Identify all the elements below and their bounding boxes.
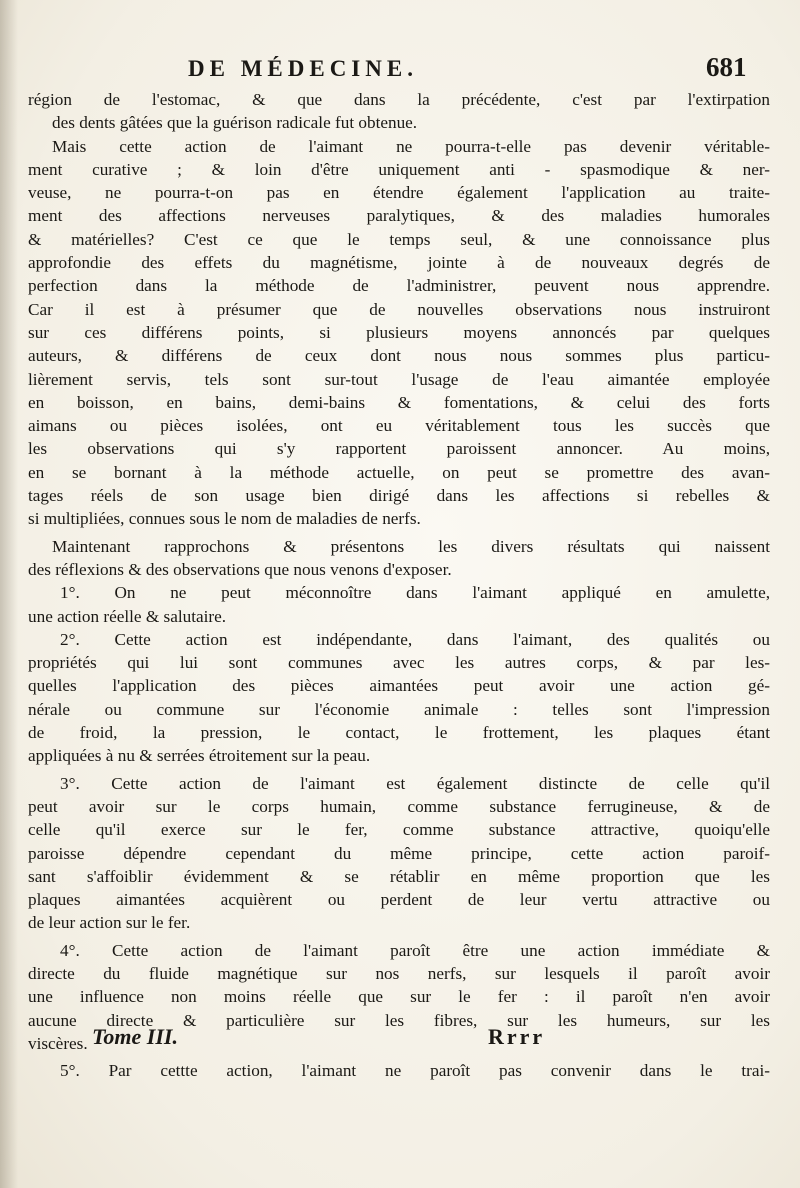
text-line: sur ces différens points, si plusieurs moyens annoncés par quelques — [28, 322, 770, 342]
text-line: si multipliées, connues sous le nom de maladies de nerfs. — [28, 509, 421, 529]
text-line: auteurs, & différens de ceux dont nous nous sommes plus particu- — [28, 346, 770, 366]
text-line: veuse, ne pourra-t-on pas en étendre également l'application au traite- — [28, 183, 770, 203]
text-line: quelles l'application des pièces aimantées peut avoir une action gé- — [28, 676, 770, 696]
text-line: région de l'estomac, & que dans la précédente, c'est par l'extirpation — [28, 90, 770, 109]
text-line: nérale ou commune sur l'économie animale : telles sont l'impression — [28, 699, 770, 719]
text-line: 5°. Par cettte action, l'aimant ne paroît pas convenir dans le trai- — [60, 1061, 770, 1081]
text-line: approfondie des effets du magnétisme, jointe à de nouveaux degrés de — [28, 253, 770, 273]
text-line: 4°. Cette action de l'aimant paroît être une action immédiate & — [60, 940, 770, 960]
page-number: 681 — [706, 52, 747, 82]
text-line: des réflexions & des observations que nous venons d'exposer. — [28, 559, 452, 579]
text-line: sant s'affoiblir évidemment & se rétablir en même proportion que les — [28, 866, 770, 886]
text-line: de froid, la pression, le contact, le frottement, les plaques étant — [28, 723, 770, 743]
text-line: Maintenant rapprochons & présentons les divers résultats qui naissent — [52, 536, 770, 556]
text-line: aimans ou pièces isolées, ont eu véritablement tous les succès que — [28, 416, 770, 436]
text-line: peut avoir sur le corps humain, comme substance ferrugineuse, & de — [28, 796, 770, 816]
text-line: 1°. On ne peut méconnoître dans l'aimant appliqué en amulette, — [60, 583, 770, 603]
running-head: DE MÉDECINE. — [188, 56, 418, 81]
text-line: celle qu'il exerce sur le fer, comme substance attractive, quoiqu'elle — [28, 820, 770, 840]
text-line: Car il est à présumer que de nouvelles observations nous instruiront — [28, 299, 770, 319]
text-line: aucune directe & particulière sur les fibres, sur les humeurs, sur les — [28, 1010, 770, 1030]
body-text — [28, 88, 770, 1082]
text-line: plaques aimantées acquièrent ou perdent de leur vertu attractive ou — [28, 890, 770, 910]
text-line: Mais cette action de l'aimant ne pourra-t-elle pas devenir véritable- — [52, 136, 770, 156]
text-line: lièrement servis, tels sont sur-tout l'usage de l'eau aimantée employée — [28, 369, 770, 389]
text-line: en boisson, en bains, demi-bains & fomentations, & celui des forts — [28, 392, 770, 412]
text-line: appliquées à nu & serrées étroitement sur la peau. — [28, 746, 371, 766]
page-header — [0, 52, 800, 92]
text-line: 2°. Cette action est indépendante, dans l'aimant, des qualités ou — [60, 629, 770, 649]
text-line: ment des affections nerveuses paralytiques, & des maladies humorales — [28, 206, 770, 226]
text-line: des dents gâtées que la guérison radicale fut obtenue. — [52, 113, 418, 133]
text-line: ment curative ; & loin d'être uniquement anti - spasmodique & ner- — [28, 159, 770, 179]
signature-mark: Rrrr — [488, 1024, 546, 1049]
text-line: perfection dans la méthode de l'administrer, peuvent nous apprendre. — [28, 276, 770, 296]
text-line: tages réels de son usage bien dirigé dans les affections si rebelles & — [28, 486, 770, 506]
text-line: & matérielles? C'est ce que le temps seul, & une connoissance plus — [28, 229, 770, 249]
text-line: 3°. Cette action de l'aimant est également distincte de celle qu'il — [60, 773, 770, 793]
text-line: viscères. — [28, 1033, 88, 1053]
text-line: en se bornant à la méthode actuelle, on peut se promettre des avan- — [28, 462, 770, 482]
text-line: une influence non moins réelle que sur le fer : il paroît n'en avoir — [28, 987, 770, 1007]
page-footer — [0, 1024, 800, 1060]
text-line: directe du fluide magnétique sur nos nerfs, sur lesquels il paroît avoir — [28, 963, 770, 983]
text-line: les observations qui s'y rapportent paroissent annoncer. Au moins, — [28, 439, 770, 459]
volume-label: Tome III. — [92, 1024, 178, 1049]
text-line: de leur action sur le fer. — [28, 913, 191, 933]
text-line: propriétés qui lui sont communes avec les autres corps, & par les- — [28, 653, 770, 673]
text-line: une action réelle & salutaire. — [28, 606, 227, 626]
text-line: paroisse dépendre cependant du même principe, cette action paroif- — [28, 843, 770, 863]
